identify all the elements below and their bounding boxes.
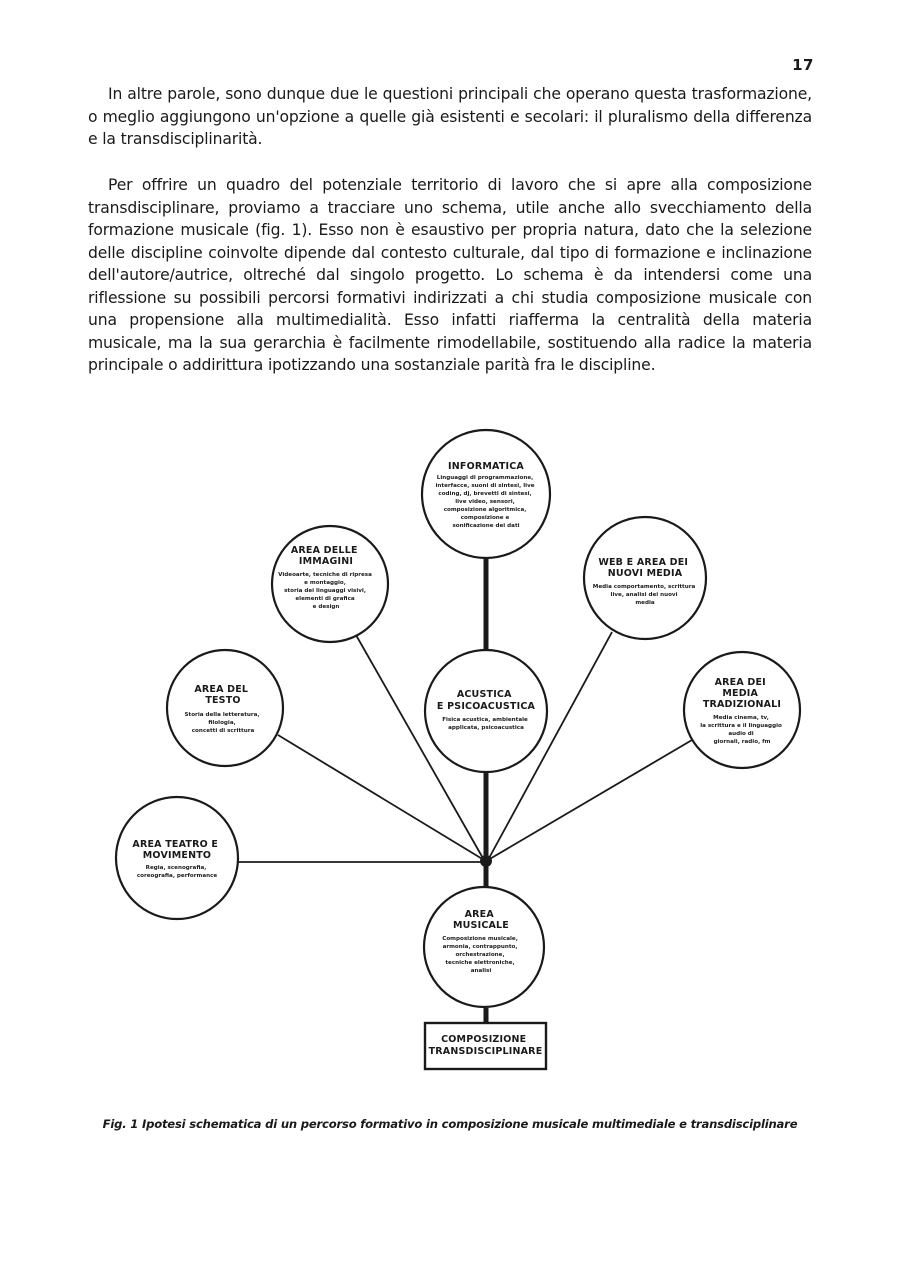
node-desc-line: Videoarte, tecniche di ripresa bbox=[278, 572, 372, 578]
node-desc-line: sonificazione dei dati bbox=[452, 523, 520, 529]
node-title-line: TRADIZIONALI bbox=[702, 699, 782, 710]
svg-text:AREA TEATRO E MOVIMENTO bbox=[132, 839, 221, 861]
node-desc-line: Storia della letteratura, bbox=[184, 712, 260, 718]
node-title-line: AREA TEATRO E bbox=[132, 839, 219, 850]
node-desc-line: audio di bbox=[728, 731, 754, 737]
node-title-line: MEDIA bbox=[722, 688, 759, 699]
node-title-line: ACUSTICA bbox=[456, 689, 512, 700]
node-title-line: AREA bbox=[464, 909, 494, 920]
node-title-line: INFORMATICA bbox=[448, 461, 524, 472]
page-number: 17 bbox=[792, 56, 814, 74]
node-teatro bbox=[116, 797, 238, 919]
node-desc-line: Regia, scenografia, bbox=[145, 865, 207, 871]
node-title-line: AREA DEL bbox=[194, 684, 249, 695]
node-title-line: WEB E AREA DEI bbox=[598, 557, 689, 568]
node-desc-line: concetti di scrittura bbox=[191, 728, 255, 734]
node-desc-line: la scrittura e il linguaggio bbox=[700, 723, 782, 729]
figure-caption: Fig. 1 Ipotesi schematica di un percorso formativo in composizione musicale multimediale e transdisciplinare bbox=[102, 1117, 798, 1131]
node-desc-line: composizione algoritmica, bbox=[443, 507, 527, 513]
node-testo bbox=[167, 650, 283, 766]
node-web bbox=[584, 517, 706, 639]
node-desc-line: Fisica acustica, ambientale bbox=[442, 717, 528, 723]
node-immagini bbox=[272, 526, 388, 642]
node-title-line: MUSICALE bbox=[452, 920, 510, 931]
node-title-line: MOVIMENTO bbox=[142, 850, 212, 861]
root-box bbox=[425, 1023, 546, 1069]
node-desc-line: Media comportamento, scrittura bbox=[592, 584, 696, 590]
root-box-line: TRANSDISCIPLINARE bbox=[428, 1046, 543, 1057]
node-title-line: AREA DEI bbox=[714, 677, 766, 688]
node-title-line: NUOVI MEDIA bbox=[607, 568, 683, 579]
body-paragraph-2: Per offrire un quadro del potenziale territorio di lavoro che si apre alla composizione transdisciplinare, proviamo a tracciare uno schema, utile anche allo svecchiamento della formazione musicale (fig. 1). Esso non è esaustivo per propria natura, dato che la selezione delle discipline coinvolte dipende dal contesto culturale, dal tipo di formazione e inclinazione dell'autore/autrice, oltreché dal singolo progetto. Lo schema è da intendersi come una riflessione su possibili percorsi formativi indirizzati a chi studia composizione musicale con una propensione alla multimedialità. Esso infatti riafferma la centralità della materia musicale, ma la sua gerarchia è facilmente rimodellabile, sostituendo alla radice la materia principale o addirittura ipotizzando una sostanziale parità fra le discipline. bbox=[88, 176, 812, 374]
node-desc-line: live video, sensori, bbox=[455, 499, 515, 505]
node-desc-line: e design bbox=[312, 604, 340, 610]
node-acustica bbox=[425, 650, 547, 772]
node-desc-line: orchestrazione, bbox=[455, 952, 505, 958]
node-desc-line: applicata, psicoacustica bbox=[448, 725, 524, 731]
node-desc-line: coding, dj, brevetti di sintesi, bbox=[438, 491, 532, 497]
svg-text:AREA DELLE IMMAGINI bbox=[291, 545, 361, 567]
node-tradizionali bbox=[684, 652, 800, 768]
body-paragraph-1: In altre parole, sono dunque due le questioni principali che operano questa trasformazione, o meglio aggiungono un'opzione a quelle già esistenti e secolari: il pluralismo della differenza e la transdisciplinarità. bbox=[88, 85, 812, 148]
node-title-line: IMMAGINI bbox=[298, 556, 354, 567]
node-desc-line: analisi bbox=[470, 968, 492, 974]
node-desc-line: e montaggio, bbox=[304, 580, 346, 586]
node-desc-line: media bbox=[635, 600, 655, 606]
node-desc-line: live, analisi dei nuovi bbox=[610, 592, 678, 598]
node-desc-line: Media cinema, tv, bbox=[713, 715, 769, 721]
node-title-line: E PSICOACUSTICA bbox=[436, 701, 536, 712]
junction-dot bbox=[480, 855, 492, 867]
node-desc-line: tecniche elettroniche, bbox=[445, 960, 515, 966]
node-desc-line: Linguaggi di programmazione, bbox=[436, 475, 534, 481]
node-desc-line: giornali, radio, fm bbox=[713, 739, 771, 745]
svg-text:INFORMATICA bbox=[448, 461, 524, 472]
node-desc-line: filologia, bbox=[208, 720, 236, 726]
svg-text:WEB E AREA DEI NUOVI MED bbox=[598, 557, 691, 579]
node-title-line: AREA DELLE bbox=[290, 545, 358, 556]
node-desc-line: Composizione musicale, bbox=[442, 936, 518, 942]
node-desc-line: elementi di grafica bbox=[295, 596, 355, 602]
root-box-line: COMPOSIZIONE bbox=[441, 1034, 527, 1045]
node-musicale bbox=[424, 887, 544, 1007]
svg-text:COMPOSIZIONE TRANSDISCIP bbox=[429, 1034, 543, 1057]
node-desc-line: storia dei linguaggi visivi, bbox=[284, 588, 366, 594]
node-desc-line: armonia, contrappunto, bbox=[442, 944, 518, 950]
node-desc-line: composizione e bbox=[460, 515, 510, 521]
node-desc-line: coreografia, performance bbox=[136, 873, 218, 879]
node-informatica bbox=[422, 430, 550, 558]
node-title-line: TESTO bbox=[205, 695, 241, 706]
node-desc-line: interfacce, suoni di sintesi, live bbox=[435, 483, 535, 489]
